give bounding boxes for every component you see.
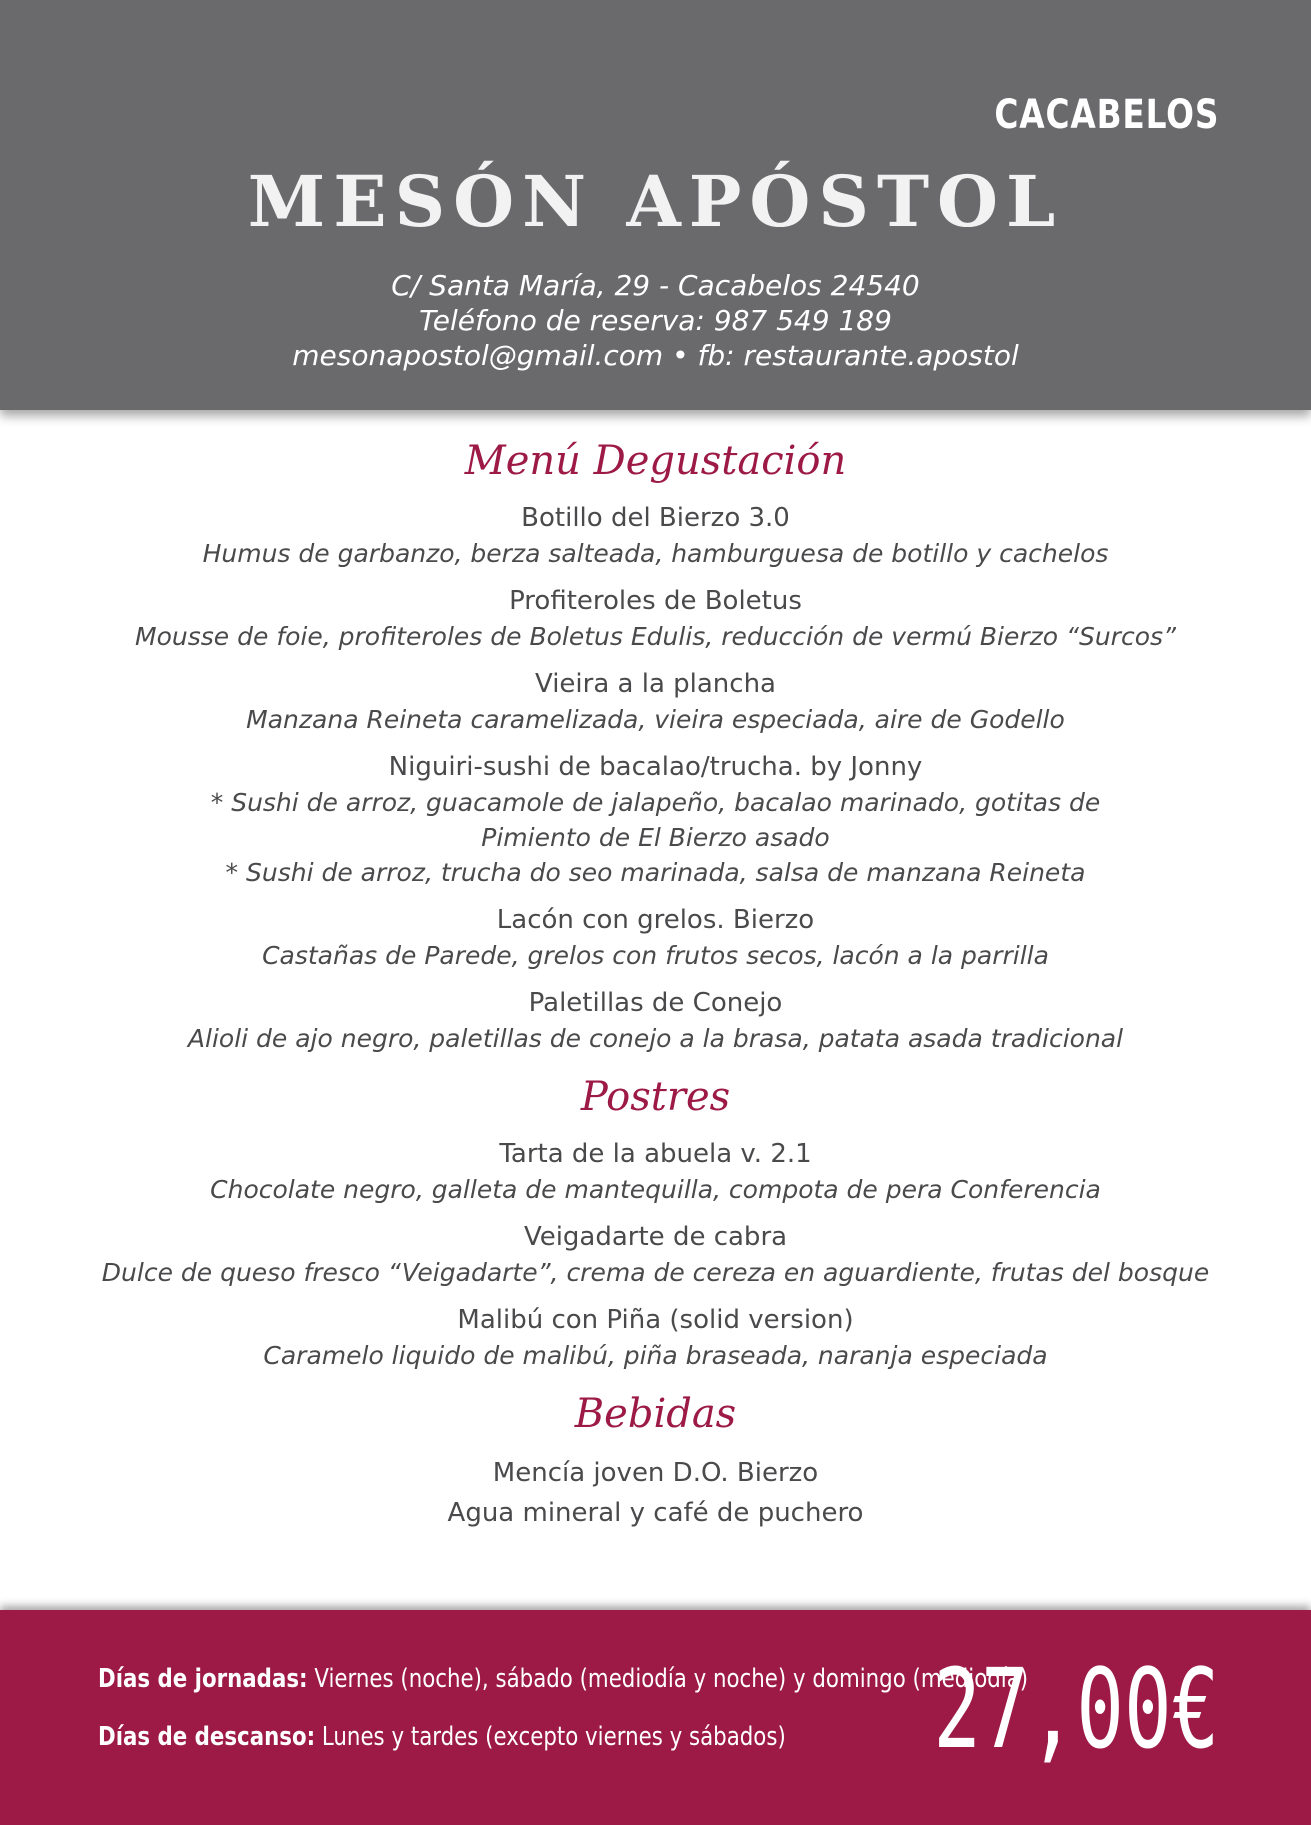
section-title-drinks: Bebidas bbox=[574, 1391, 737, 1437]
service-days-value: Viernes (noche), sábado (mediodía y noche) y domingo (mediodía) bbox=[314, 1664, 1029, 1694]
dish-name: Tarta de la abuela v. 2.1 bbox=[499, 1139, 812, 1169]
section-title-desserts: Postres bbox=[580, 1074, 731, 1120]
dish-description: Humus de garbanzo, berza salteada, hamburguesa de botillo y cachelos bbox=[202, 539, 1109, 568]
dish-item bbox=[0, 500, 1311, 571]
dish-item bbox=[0, 666, 1311, 737]
dish-name: Profiteroles de Boletus bbox=[509, 586, 802, 616]
dish-description: * Sushi de arroz, trucha do seo marinada, salsa de manzana Reineta bbox=[225, 858, 1086, 887]
contact-info bbox=[0, 268, 1311, 373]
dish-name: Malibú con Piña (solid version) bbox=[457, 1305, 854, 1335]
rest-days bbox=[98, 1708, 1028, 1766]
dish-name: Veigadarte de cabra bbox=[523, 1222, 788, 1252]
city-label: CACABELOS bbox=[994, 92, 1219, 138]
dish-item bbox=[0, 985, 1311, 1056]
dish-name: Paletillas de Conejo bbox=[528, 988, 783, 1018]
phone: Teléfono de reserva: 987 549 189 bbox=[419, 304, 892, 337]
service-days-label: Días de jornadas: bbox=[98, 1664, 308, 1694]
dish-description: Pimiento de El Bierzo asado bbox=[481, 823, 830, 852]
dessert-dish-list bbox=[0, 1136, 1311, 1373]
menu-content bbox=[0, 432, 1311, 1533]
dish-item bbox=[0, 1302, 1311, 1373]
dish-name: Lacón con grelos. Bierzo bbox=[496, 905, 815, 935]
rest-days-label: Días de descanso: bbox=[98, 1722, 316, 1752]
tasting-dish-list bbox=[0, 500, 1311, 1056]
rest-days-value: Lunes y tardes (excepto viernes y sábados) bbox=[321, 1722, 786, 1752]
email-and-facebook: mesonapostol@gmail.com • fb: restaurante.apostol bbox=[292, 339, 1019, 372]
schedule bbox=[98, 1650, 1028, 1766]
dish-name: Botillo del Bierzo 3.0 bbox=[521, 503, 790, 533]
drink-item: Mencía joven D.O. Bierzo bbox=[492, 1458, 819, 1488]
footer bbox=[0, 1610, 1311, 1825]
dish-item bbox=[0, 902, 1311, 973]
menu-price: 27,00€ bbox=[932, 1645, 1219, 1773]
header bbox=[0, 0, 1311, 410]
dish-description: Manzana Reineta caramelizada, vieira especiada, aire de Godello bbox=[246, 705, 1065, 734]
address: C/ Santa María, 29 - Cacabelos 24540 bbox=[391, 269, 920, 302]
service-days bbox=[98, 1650, 1028, 1708]
dish-description: Dulce de queso fresco “Veigadarte”, crema de cereza en aguardiente, frutas del bosque bbox=[101, 1258, 1210, 1287]
dish-description: Mousse de foie, profiteroles de Boletus Edulis, reducción de vermú Bierzo “Surcos” bbox=[135, 622, 1176, 651]
dish-description: Chocolate negro, galleta de mantequilla, compota de pera Conferencia bbox=[210, 1175, 1101, 1204]
dish-description: Castañas de Parede, grelos con frutos secos, lacón a la parrilla bbox=[262, 941, 1049, 970]
dish-description: * Sushi de arroz, guacamole de jalapeño, bacalao marinado, gotitas de bbox=[210, 788, 1101, 817]
dish-description: Caramelo liquido de malibú, piña braseada, naranja especiada bbox=[263, 1341, 1048, 1370]
section-title-tasting: Menú Degustación bbox=[464, 438, 847, 484]
dish-item bbox=[0, 749, 1311, 890]
dish-item bbox=[0, 1219, 1311, 1290]
dish-item bbox=[0, 583, 1311, 654]
dish-name: Vieira a la plancha bbox=[534, 669, 776, 699]
drink-item: Agua mineral y café de puchero bbox=[447, 1498, 864, 1528]
dish-item bbox=[0, 1136, 1311, 1207]
dish-description: Alioli de ajo negro, paletillas de conejo a la brasa, patata asada tradicional bbox=[187, 1024, 1124, 1053]
restaurant-name: MESÓN APÓSTOL bbox=[247, 160, 1064, 243]
drink-list bbox=[0, 1453, 1311, 1533]
dish-name: Niguiri-sushi de bacalao/trucha. by Jonny bbox=[388, 752, 923, 782]
